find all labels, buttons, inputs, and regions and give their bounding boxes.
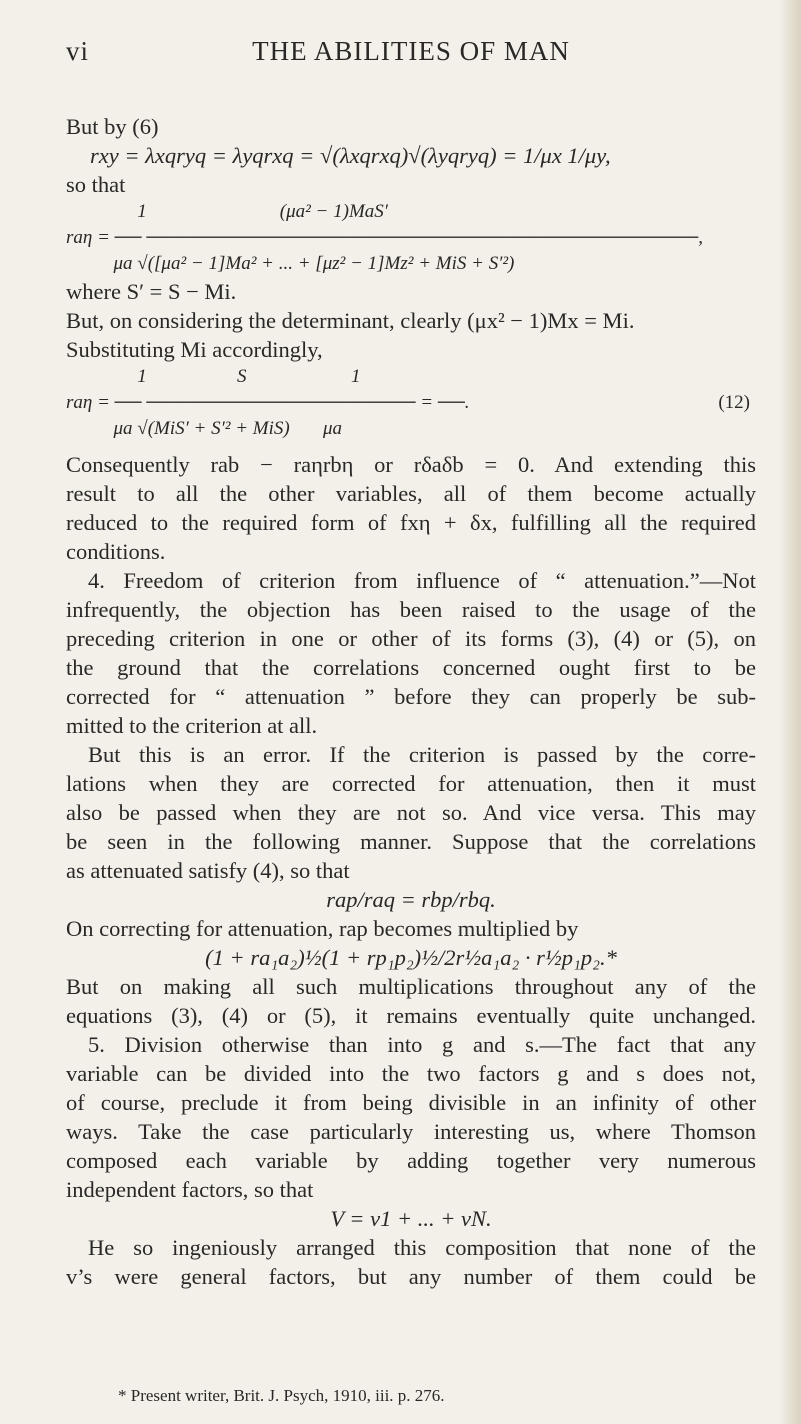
text-line: composed each variable by adding together very numerous — [66, 1148, 756, 1173]
running-title: THE ABILITIES OF MAN — [252, 36, 570, 66]
text-line: Consequently rab − raηrbη or rδaδb = 0. And extending this — [66, 452, 756, 477]
text-line: reduced to the required form of fxη + δx, fulfilling all the required — [66, 510, 756, 535]
text-line: independent factors, so that — [66, 1177, 314, 1202]
text-line: But this is an error. If the criterion is passed by the corre- — [88, 742, 756, 767]
equation-line: V = v1 + ... + vN. — [330, 1206, 492, 1231]
text-line: But, on considering the determinant, clearly (μx² − 1)Mx = Mi. — [66, 308, 635, 333]
text-line: corrected for “ attenuation ” before they can properly be sub- — [66, 684, 756, 709]
footnote: * Present writer, Brit. J. Psych, 1910, iii. p. 276. — [118, 1386, 445, 1405]
equation-number: (12) — [718, 392, 750, 413]
text-line: variable can be divided into the two factors g and s does not, — [66, 1061, 756, 1086]
equation-line: 1 S 1 — [66, 366, 361, 387]
text-line: the ground that the correlations concerned ought first to be — [66, 655, 756, 680]
text-line: He so ingeniously arranged this composition that none of the — [88, 1235, 756, 1260]
text-line: be seen in the following manner. Suppose that the correlations — [66, 829, 756, 854]
text-line: On correcting for attenuation, rap becomes multiplied by — [66, 916, 579, 941]
equation-line: raη = ── ──────────────────── = ──. — [66, 392, 470, 413]
equation-line: 1 (μa² − 1)MaS′ — [66, 201, 388, 222]
text-line: infrequently, the objection has been raised to the usage of the — [66, 597, 756, 622]
equation-line: (1 + ra₁a₂)½(1 + rp₁p₂)½/2r½a₁a₂ · r½p₁p₂.* — [205, 945, 617, 970]
text-line: where S′ = S − Mi. — [66, 279, 237, 304]
text-line: ways. Take the case particularly interesting us, where Thomson — [66, 1119, 756, 1144]
text-line: equations (3), (4) or (5), it remains eventually quite unchanged. — [66, 1003, 756, 1028]
text-line: lations when they are corrected for attenuation, then it must — [66, 771, 756, 796]
equation-12 — [66, 390, 756, 416]
equation-line: μa √(MiS′ + S′² + MiS) μa — [66, 418, 343, 439]
text-line: so that — [66, 172, 126, 197]
text-line: also be passed when they are not so. And vice versa. This may — [66, 800, 756, 825]
spacer — [66, 442, 756, 450]
section-heading-line: 4. Freedom of criterion from influence of “ attenuation.”—Not — [88, 568, 756, 593]
equation-line: rxy = λxqryq = λyqrxq = √(λxqrxq)√(λyqryq) = 1/μx 1/μy, — [90, 143, 611, 168]
text-line: v’s were general factors, but any number of them could be — [66, 1264, 756, 1289]
equation-line: raη = ── ─────────────────────────────────────────, — [66, 227, 703, 248]
text-line: of course, preclude it from being divisible in an infinity of other — [66, 1090, 756, 1115]
page-body — [66, 112, 756, 1291]
text-line: Substituting Mi accordingly, — [66, 337, 323, 362]
text-line: result to all the other variables, all of them become actually — [66, 481, 756, 506]
section-heading-line: 5. Division otherwise than into g and s.—The fact that any — [88, 1032, 756, 1057]
text-line: But on making all such multiplications throughout any of the — [66, 974, 756, 999]
page-number: vi — [66, 36, 90, 66]
equation-line: rap/raq = rbp/rbq. — [326, 887, 496, 912]
equation-line: μa √([μa² − 1]Ma² + ... + [μz² − 1]Mz² + MiS + S′²) — [66, 253, 515, 274]
page-edge-shadow — [779, 0, 801, 1424]
text-line: mitted to the criterion at all. — [66, 713, 318, 738]
text-line: as attenuated satisfy (4), so that — [66, 858, 350, 883]
text-line: preceding criterion in one or other of its forms (3), (4) or (5), on — [66, 626, 756, 651]
text-line: But by (6) — [66, 114, 159, 139]
text-line: conditions. — [66, 539, 166, 564]
